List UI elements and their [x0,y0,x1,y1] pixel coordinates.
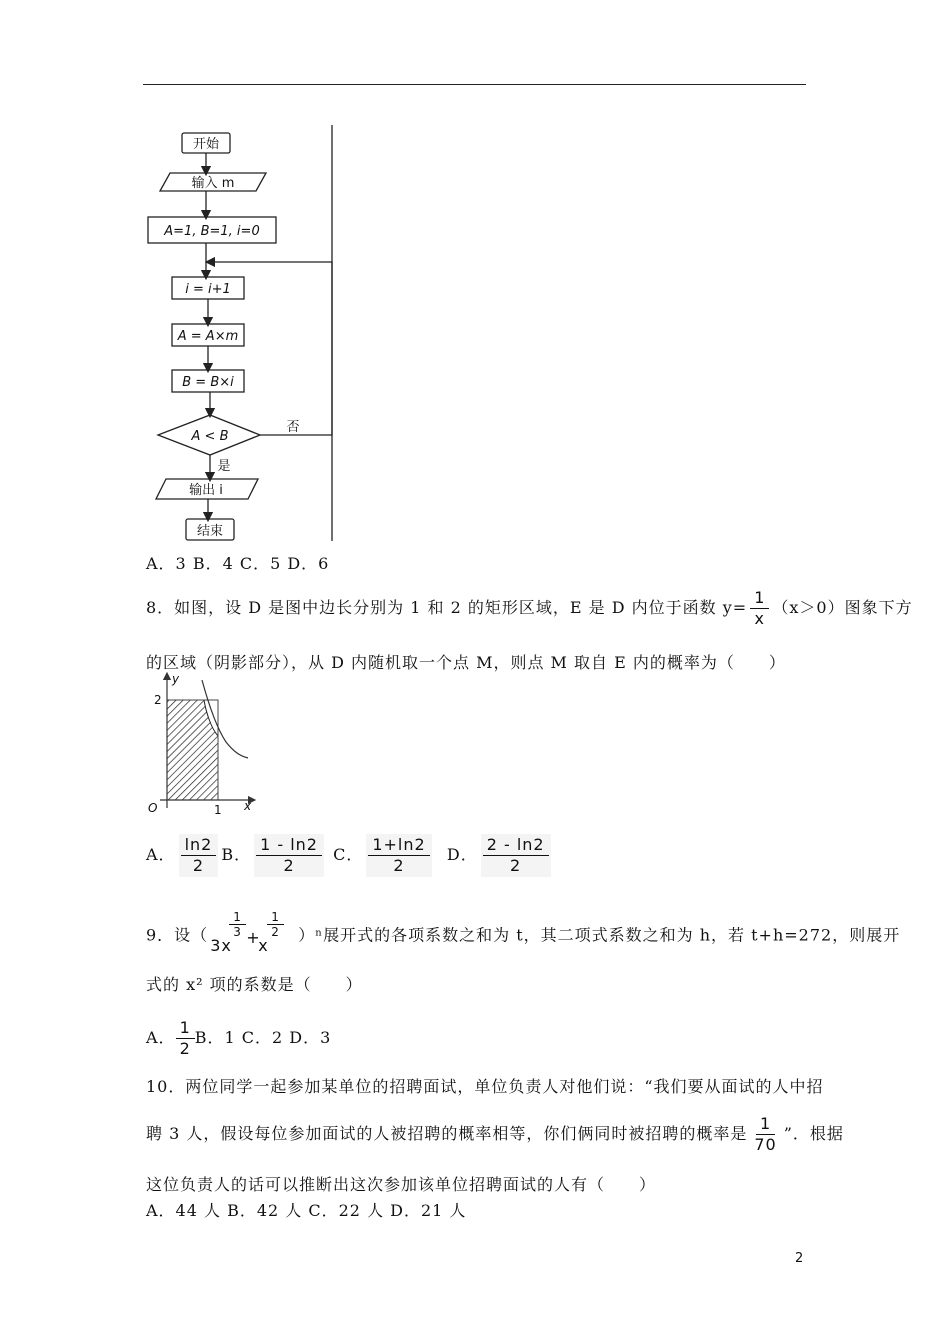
origin-label: O [148,801,158,815]
q10-options: A．44 人 B．42 人 C．22 人 D．21 人 [146,1201,467,1220]
q8-opt-b-den: 2 [283,856,295,875]
fc-step-i-text: i = i+1 [185,282,231,297]
q9-term1-base: 3x [210,936,232,955]
q9-t2-num: 1 [267,910,284,925]
q8-frac-den: x [754,609,766,628]
q10-line2 [146,1114,844,1155]
q9-term2-exp [267,910,284,939]
q8-text-b: （x＞0）图象下方 [772,598,913,617]
fc-init-text: A=1, B=1, i=0 [164,224,260,239]
q9-opt-a-frac [176,1018,195,1059]
x-axis-label: x [244,799,252,813]
q8-opt-a-den: 2 [192,856,205,875]
q10-line1: 10．两位同学一起参加某单位的招聘面试，单位负责人对他们说：“我们要从面试的人中招 [146,1077,824,1096]
q8-opt-b-num: 1 - ln2 [256,835,322,856]
q9-t1-den: 3 [233,925,242,939]
header-rule [143,84,806,85]
q8-frac-num: 1 [750,588,769,609]
fc-no-label: 否 [286,420,300,435]
q9-t2-den: 2 [271,925,280,939]
q8-opt-d-label: D． [446,845,478,864]
q8-opt-d-frac [481,834,551,877]
q10-line3: 这位负责人的话可以推断出这次参加该单位招聘面试的人有（ ） [146,1175,657,1194]
q9-opt-a-label: A． [146,1028,176,1047]
q9-options [146,1018,331,1059]
fc-step-a-text: A = A×m [177,329,239,344]
q8-opt-a-num: ln2 [181,835,217,856]
q8-opt-c-den: 2 [393,856,405,875]
x-tick-1: 1 [214,803,222,817]
q9-line2: 式的 x² 项的系数是（ ） [146,975,363,994]
flowchart [140,125,340,545]
q9-plus: + [246,928,261,947]
q10-frac-den: 70 [754,1135,777,1154]
q8-opt-a-frac [179,834,219,877]
fc-start-text: 开始 [192,137,220,152]
q8-opt-b-label: B． [221,845,252,864]
q9-prefix: 9．设（ [146,925,209,945]
q10-fraction [750,1114,780,1155]
q8-opt-d-num: 2 - ln2 [483,835,549,856]
q9-term1-exp [229,910,246,939]
fc-input-text: 输入 m [191,176,235,191]
fc-output-text: 输出 i [189,483,223,498]
q8-fraction [750,588,769,629]
q7-options: A．3 B．4 C．5 D．6 [146,554,330,573]
q8-options [146,834,554,877]
y-axis-label: y [172,672,180,686]
q10-frac-num: 1 [756,1114,775,1135]
fc-cond-text: A < B [191,429,229,444]
q8-opt-a-label: A． [146,845,176,864]
fc-end-text: 结束 [196,524,224,539]
q8-opt-c-num: 1+ln2 [368,835,429,856]
q8-graph [140,672,260,818]
page-number: 2 [795,1251,804,1266]
q9-t1-num: 1 [229,910,246,925]
q10-text-b: ”．根据 [783,1124,844,1143]
q8-line1 [146,588,913,629]
q9-expression [208,910,298,958]
q9-opt-a-den: 2 [179,1039,191,1058]
q9-opt-rest: B．1 C．2 D．3 [194,1028,332,1047]
q8-line2: 的区域（阴影部分），从 D 内随机取一个点 M，则点 M 取自 E 内的概率为（ ） [146,653,786,672]
q9-term2-base: x [258,936,269,955]
q8-opt-c-frac [366,834,431,877]
q9-suffix: ）ⁿ展开式的各项系数之和为 t，其二项式系数之和为 h，若 t+h=272，则展开 [298,925,901,945]
q8-opt-b-frac [254,834,324,877]
fc-step-b-text: B = B×i [182,375,234,390]
q9-line1 [146,910,901,958]
q9-opt-a-num: 1 [176,1018,195,1039]
q8-opt-d-den: 2 [510,856,522,875]
q8-opt-c-label: C． [333,845,364,864]
y-tick-2: 2 [154,693,162,707]
shaded-region [167,700,218,800]
q8-text-a: 8．如图，设 D 是图中边长分别为 1 和 2 的矩形区域，E 是 D 内位于函数 y= [146,598,748,617]
fc-yes-label: 是 [217,459,231,474]
q10-text-a: 聘 3 人，假设每位参加面试的人被招聘的概率相等，你们俩同时被招聘的概率是 [146,1124,748,1143]
